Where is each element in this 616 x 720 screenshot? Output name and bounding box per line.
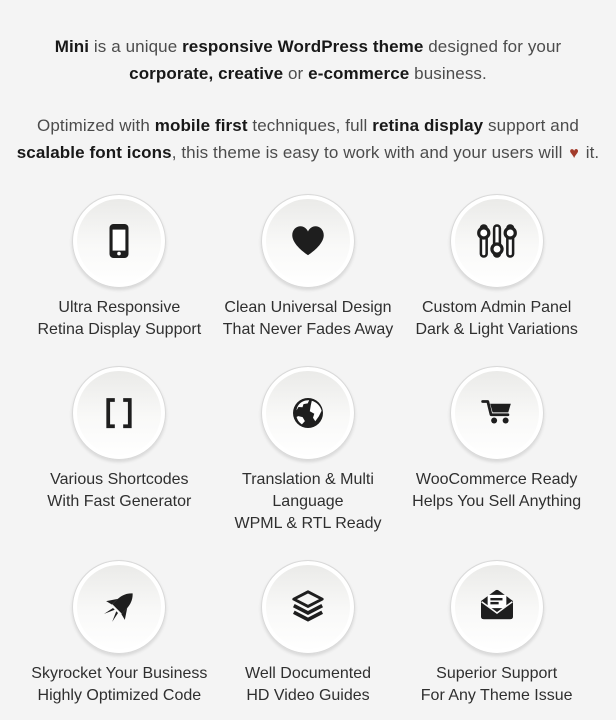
brackets-icon <box>97 391 141 435</box>
feature-title-line1: Skyrocket Your Business <box>31 665 208 682</box>
feature-icon-circle <box>450 366 544 460</box>
feature-title-line2: That Never Fades Away <box>222 321 394 338</box>
heart-icon <box>287 220 329 262</box>
feature-title-line2: Dark & Light Variations <box>415 321 578 338</box>
feature-icon-circle <box>72 194 166 288</box>
cart-icon <box>474 390 520 436</box>
feature-item <box>25 366 214 535</box>
feature-icon-circle <box>261 560 355 654</box>
feature-item <box>214 366 403 535</box>
globe-icon <box>288 393 328 433</box>
feature-title-line2: Helps You Sell Anything <box>412 493 582 510</box>
features-grid <box>25 194 591 707</box>
feature-item <box>402 194 591 341</box>
intro-paragraph-2: Optimized with mobile first techniques, full retina display support and scalable font icons, this theme is easy to work with and your users will ♥ it. <box>16 116 600 162</box>
feature-title-line2: Retina Display Support <box>37 321 202 338</box>
feature-title-line1: Various Shortcodes <box>50 471 189 488</box>
feature-icon-circle <box>261 366 355 460</box>
feature-title-line2: With Fast Generator <box>47 493 192 510</box>
feature-title-line1: Ultra Responsive <box>58 299 181 316</box>
feature-icon-circle <box>72 560 166 654</box>
feature-title-line2: HD Video Guides <box>246 687 370 704</box>
feature-title-line2: For Any Theme Issue <box>420 687 573 704</box>
heart-glyph: ♥ <box>569 145 579 162</box>
layers-icon <box>287 586 329 628</box>
feature-item <box>25 194 214 341</box>
feature-title-line1: Clean Universal Design <box>224 299 392 316</box>
feature-title-line1: Superior Support <box>436 665 558 682</box>
sliders-icon <box>474 218 520 264</box>
feature-item <box>25 560 214 707</box>
feature-icon-circle <box>72 366 166 460</box>
feature-item <box>214 194 403 341</box>
rocket-icon <box>97 585 141 629</box>
feature-item <box>402 560 591 707</box>
mobile-phone-icon <box>99 221 139 261</box>
feature-title-line1: Custom Admin Panel <box>421 299 572 316</box>
feature-icon-circle <box>450 194 544 288</box>
feature-title-line2: Highly Optimized Code <box>37 687 202 704</box>
feature-title-line1: Translation & Multi Language <box>242 471 374 510</box>
envelope-icon <box>475 585 519 629</box>
feature-title-line2: WPML & RTL Ready <box>234 515 382 532</box>
feature-icon-circle <box>450 560 544 654</box>
feature-item <box>402 366 591 535</box>
feature-item <box>214 560 403 707</box>
feature-title-line1: WooCommerce Ready <box>415 471 578 488</box>
intro-paragraph-1: Mini is a unique responsive WordPress theme designed for your corporate, creative or e-commerce business. <box>54 37 562 83</box>
feature-title-line1: Well Documented <box>245 665 371 682</box>
feature-icon-circle <box>261 194 355 288</box>
intro-section <box>0 0 616 167</box>
